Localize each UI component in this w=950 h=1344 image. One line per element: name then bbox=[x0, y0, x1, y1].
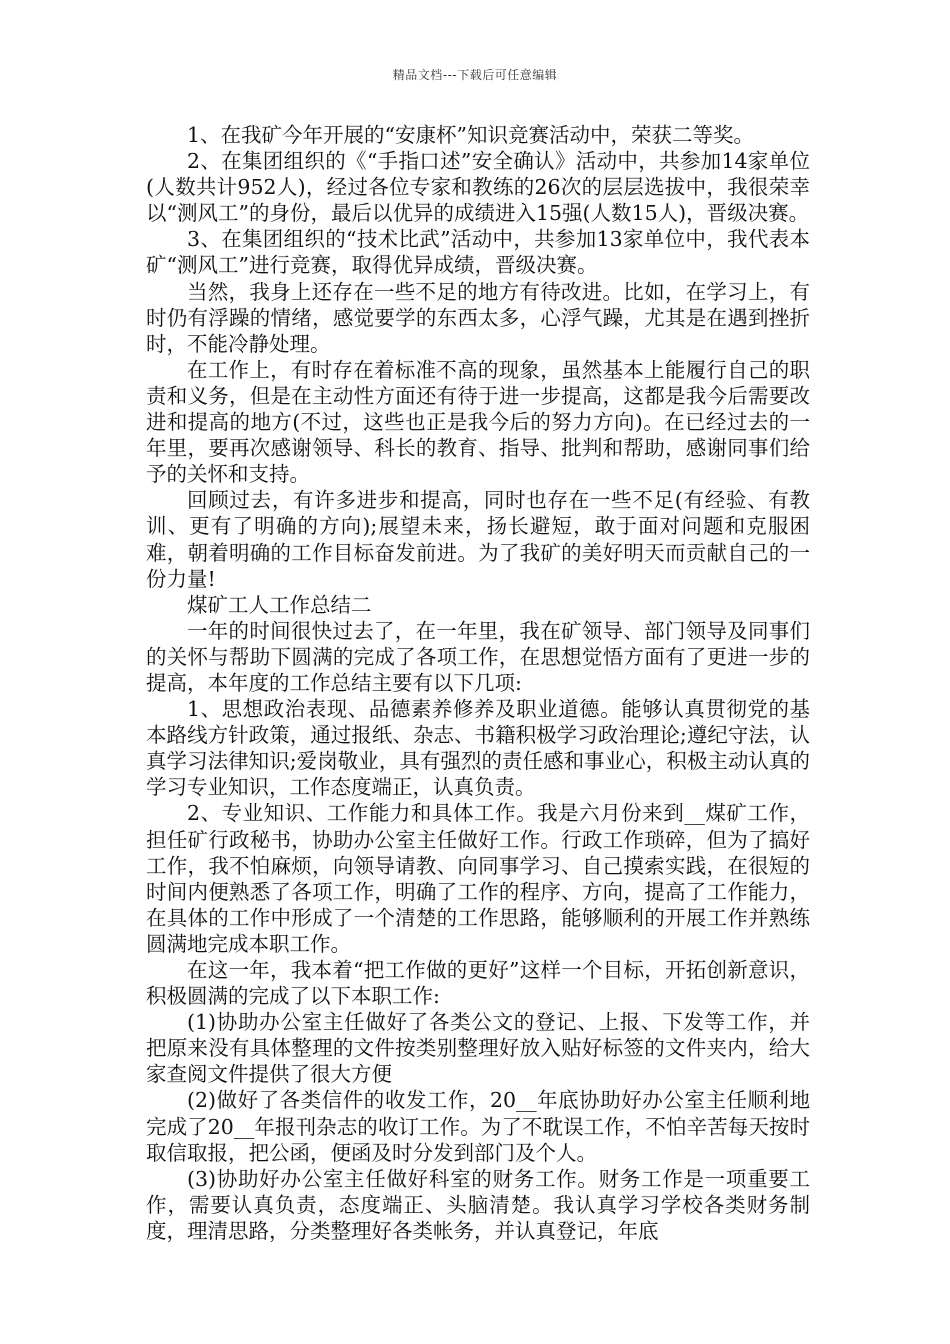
paragraph-item-2: (2)做好了各类信件的收发工作，20__年底协助好办公室主任顺利地完成了20__年报刊杂志的收订工作。为了不耽误工作，不怕辛苦每天按时取信取报，把公函，便函及时分发到部门及个人。 bbox=[146, 1088, 810, 1165]
section-title: 煤矿工人工作总结二 bbox=[187, 592, 372, 617]
paragraph-award-1: 1、在我矿今年开展的“安康杯”知识竞赛活动中，荣获二等奖。 bbox=[187, 123, 755, 147]
paragraph-award-3: 3、在集团组织的“技术比武”活动中，共参加13家单位中，我代表本矿“测风工”进行竞赛，取得优异成绩，晋级决赛。 bbox=[146, 227, 810, 278]
page-header: 精品文档---下载后可任意编辑 bbox=[392, 68, 558, 82]
paragraph-professional-work: 2、专业知识、工作能力和具体工作。我是六月份来到__煤矿工作，担任矿行政秘书，协助办公室主任做好工作。行政工作琐碎，但为了搞好工作，我不怕麻烦，向领导请教、向同事学习、自己摸索实践，在很短的时间内便熟悉了各项工作，明确了工作的程序、方向，提高了工作能力，在具体的工作中形成了一个清楚的工作思路，能够顺利的开展工作并熟练圆满地完成本职工作。 bbox=[146, 801, 810, 956]
paragraph-item-3: (3)协助好办公室主任做好科室的财务工作。财务工作是一项重要工作，需要认真负责，态度端正、头脑清楚。我认真学习学校各类财务制度，理清思路，分类整理好各类帐务，并认真登记，年底 bbox=[146, 1166, 810, 1243]
paragraph-politics-ethics: 1、思想政治表现、品德素养修养及职业道德。能够认真贯彻党的基本路线方针政策，通过报纸、杂志、书籍积极学习政治理论;遵纪守法，认真学习法律知识;爱岗敬业，具有强烈的责任感和事业心，积极主动认真的学习专业知识，工作态度端正，认真负责。 bbox=[146, 697, 810, 800]
paragraph-shortcomings-study: 当然，我身上还存在一些不足的地方有待改进。比如，在学习上，有时仍有浮躁的情绪，感觉要学的东西太多，心浮气躁，尤其是在遇到挫折时，不能冷静处理。 bbox=[146, 279, 810, 356]
paragraph-shortcomings-work: 在工作上，有时存在着标准不高的现象，虽然基本上能履行自己的职责和义务，但是在主动性方面还有待于进一步提高，这都是我今后需要改进和提高的地方(不过，这些也正是我今后的努力方向)。在已经过去的一年里，要再次感谢领导、科长的教育、指导、批判和帮助，感谢同事们给予的关怀和支持。 bbox=[146, 357, 810, 487]
paragraph-goal: 在这一年，我本着“把工作做的更好”这样一个目标，开拓创新意识，积极圆满的完成了以下本职工作: bbox=[146, 958, 810, 1009]
paragraph-intro: 一年的时间很快过去了，在一年里，我在矿领导、部门领导及同事们的关怀与帮助下圆满的完成了各项工作，在思想觉悟方面有了更进一步的提高，本年度的工作总结主要有以下几项: bbox=[146, 618, 810, 695]
paragraph-item-1: (1)协助办公室主任做好了各类公文的登记、上报、下发等工作，并把原来没有具体整理的文件按类别整理好放入贴好标签的文件夹内，给大家查阅文件提供了很大方便 bbox=[146, 1010, 810, 1087]
paragraph-review-outlook: 回顾过去，有许多进步和提高，同时也存在一些不足(有经验、有教训、更有了明确的方向);展望未来，扬长避短，敢于面对问题和克服困难，朝着明确的工作目标奋发前进。为了我矿的美好明天而贡献自己的一份力量! bbox=[146, 488, 810, 591]
paragraph-award-2: 2、在集团组织的《“手指口述”安全确认》活动中，共参加14家单位(人数共计952人)，经过各位专家和教练的26次的层层选拔中，我很荣幸以“测风工”的身份，最后以优异的成绩进入15强(人数15人)，晋级决赛。 bbox=[146, 149, 810, 226]
document-body bbox=[146, 122, 810, 1244]
